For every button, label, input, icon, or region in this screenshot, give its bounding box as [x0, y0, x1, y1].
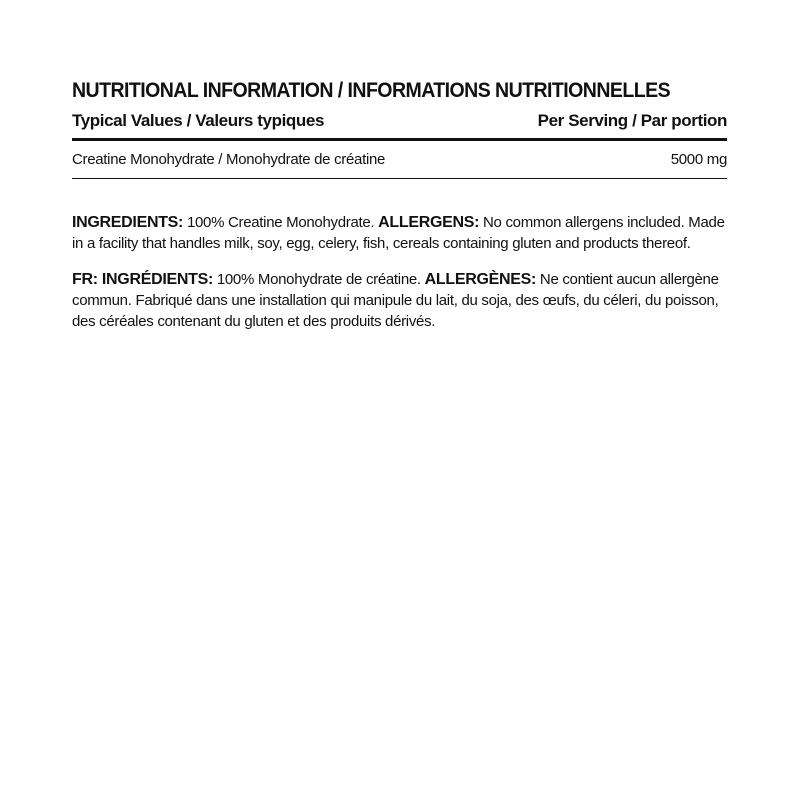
- ingredients-block: [72, 212, 727, 332]
- allergens-text: No common allergens included. Made in a facility that handles milk, soy, egg, celery, fish, cereals containing gluten and products thereof.: [72, 214, 725, 252]
- nutrient-value: 5000 mg: [670, 151, 727, 168]
- ingredients-label: INGREDIENTS:: [72, 214, 184, 231]
- nutrient-name: Creatine Monohydrate / Monohydrate de créatine: [72, 151, 386, 168]
- allergens-text-fr: Ne contient aucun allergène commun. Fabriqué dans une installation qui manipule du lait, du soja, des œufs, du céleri, du poisson, des céréales contenant du gluten et des produits dérivés.: [72, 271, 719, 330]
- ingredients-paragraph-fr: [72, 269, 727, 332]
- ingredients-text: 100% Creatine Monohydrate.: [183, 214, 379, 231]
- ingredients-paragraph-en: [72, 212, 727, 254]
- nutrition-row: [72, 141, 727, 179]
- per-serving-header: Per Serving / Par portion: [537, 111, 727, 130]
- ingredients-label-fr: FR: INGRÉDIENTS:: [72, 271, 213, 288]
- allergens-label-fr: ALLERGÈNES:: [424, 271, 537, 288]
- allergens-label: ALLERGENS:: [378, 214, 480, 231]
- ingredients-text-fr: 100% Monohydrate de créatine.: [212, 271, 425, 288]
- typical-values-header: Typical Values / Valeurs typiques: [72, 111, 324, 130]
- nutrition-label-panel: [72, 78, 727, 347]
- nutrition-header-row: [72, 104, 727, 141]
- nutrition-title: NUTRITIONAL INFORMATION / INFORMATIONS NUTRITIONNELLES: [72, 79, 671, 102]
